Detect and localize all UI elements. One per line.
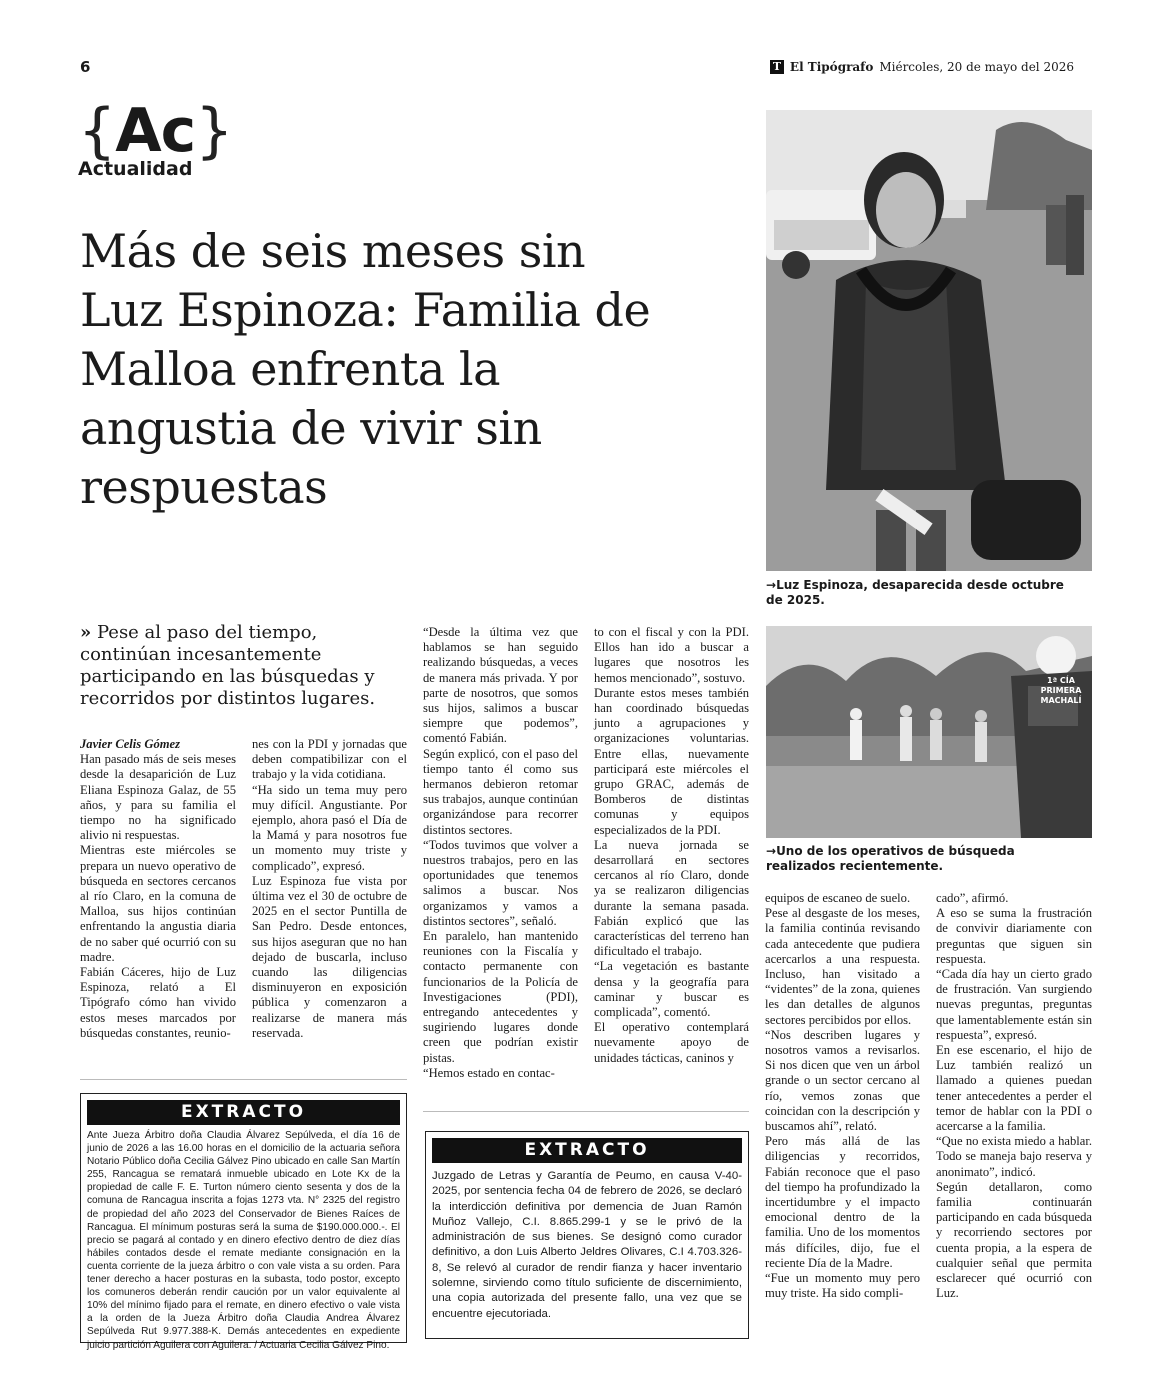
paragraph: “Hemos estado en contac-: [423, 1065, 555, 1080]
paragraph: “Todos tuvimos que volver a nuestros trabajos, pero en las oportunidades que tenemos salimos a buscar. Nos organizamos y vamos a distintos sectores”, señaló.: [423, 837, 578, 928]
newspaper-logo-icon: T: [770, 60, 784, 74]
main-photo-caption: [766, 578, 1076, 608]
extracto-body: Juzgado de Letras y Garantía de Peumo, en causa V-40-2025, por sentencia fecha 04 de febrero de 2026, se declaró la interdicción definitiva por demencia de Juan Ramón Muñoz Vallejo, C.I. 8.865.299-1 y se le privó de la administración de sus bienes. Se designó como curador definitivo, a don Luis Alberto Jeldres Olivares, C.I 4.703.326-8, Se relevó al curador de rendir fianza y hacer inventario solemne, sirviendo como título suficiente de discernimiento, una copia autorizada del presente fallo, una vez que se encuentre ejecutoriada.: [432, 1170, 742, 1320]
article-column-5: [765, 891, 920, 1301]
paragraph: to con el fiscal y con la PDI. Ellos han ido a buscar a lugares que nosotros les hemos mencionado”, sostuvo.: [594, 625, 749, 685]
paragraph: Según explicó, con el paso del tiempo tanto él como sus hermanos debieron retomar sus trabajos, aunque continúan organizándose para recorrer distintos sectores.: [423, 746, 578, 837]
article-column-6: [936, 891, 1092, 1301]
caption-text: Uno de los operativos de búsqueda realizados recientemente.: [766, 844, 1015, 873]
paragraph: “Nos describen lugares y nosotros vamos a revisarlos. Si nos dicen que ven un árbol grande o un sector cercano al río, vemos zonas que coincidan con la descripción y buscamos ahí”, relató.: [765, 1027, 920, 1134]
page-number: 6: [80, 58, 91, 76]
caption-arrow-icon: →: [766, 578, 777, 592]
newspaper-name: El Tipógrafo: [789, 60, 874, 74]
paragraph: Según detallaron, como familia continuarán participando en cada búsqueda y recorriendo sectores por cuenta propia, a la espera de cualquier señal que permita esclarecer qué ocurrió con Luz.: [936, 1179, 1092, 1301]
byline: Javier Celis Gómez: [80, 737, 181, 751]
section-name: Actualidad: [78, 158, 193, 180]
paragraph: En paralelo, han mantenido reuniones con la Fiscalía y contacto permanente con funcionarios de la Policía de Investigaciones (PDI), entregando antecedentes y sugiriendo lugares donde creen que podrían existir pistas.: [423, 929, 578, 1065]
paragraph: cado”, afirmó.: [936, 891, 1009, 905]
jacket-text-1: 1ª CÍA: [1047, 676, 1075, 685]
caption-text: Luz Espinoza, desaparecida desde octubre de 2025.: [766, 578, 1064, 607]
paragraph: Han pasado más de seis meses desde la desaparición de Luz Eliana Espinoza Galaz, de 55 años, y para su familia el tiempo no ha significado alivio ni respuestas.: [80, 752, 236, 843]
paragraph: “Cada día hay un cierto grado de frustración. Van surgiendo nuevas preguntas, preguntas que lamentablemente están sin respuesta”, expresó.: [936, 967, 1092, 1042]
extracto-title: EXTRACTO: [432, 1138, 742, 1163]
paragraph: En ese escenario, el hijo de Luz también realizó un llamado a quienes puedan tener antecedentes a perder el temor de hablar con la PDI o acercarse a la familia.: [936, 1043, 1092, 1134]
brace-open: {: [78, 96, 116, 166]
paragraph: El operativo contemplará nuevamente apoyo de unidades tácticas, caninos y: [594, 1020, 749, 1065]
lede-text: Pese al paso del tiempo, continúan incesantemente participando en las búsquedas y recorridos por distintos lugares.: [80, 622, 376, 709]
masthead: [770, 60, 1074, 74]
lede: [80, 622, 410, 710]
search-photo-caption: [766, 844, 1076, 874]
paragraph: “Fue un momento muy pero muy triste. Ha sido compli-: [765, 1271, 920, 1301]
paragraph: Durante estos meses también han coordinado búsquedas junto a agrupaciones y organizaciones voluntarias. Entre ellas, nuevamente participará este miércoles el grupo GRAC, además de Bomberos de distintas comunas y equipos especializados de la PDI.: [594, 685, 749, 837]
article-column-4: [594, 625, 749, 1066]
paragraph: Pero más allá de las diligencias y recorridos, Fabián reconoce que el paso del tiempo ha profundizado la incertidumbre y el impacto emocional dentro de la familia. Uno de los momentos más difíciles, dijo, fue el reciente Día de la Madre.: [765, 1134, 920, 1270]
paragraph: Pese al desgaste de los meses, la familia continúa revisando cada antecedente que pudiera acercarlos a una respuesta. Incluso, han visitado a “videntes” de la zona, quienes les dan detalles de algunos sectores percibidos por ellos.: [765, 906, 920, 1027]
extracto-body: Ante Jueza Árbitro doña Claudia Álvarez Sepúlveda, el día 16 de junio de 2026 a las 16.00 horas en el domicilio de la actuaria señora Notario Público doña Cecilia Gálvez Pino ubicado en calle San Martín 255, Rancagua se rematará inmueble ubicado en Lote Kx de la propiedad de calle F. E. Turton número ciento sesenta y dos de la comuna de Rancagua inscrita a fojas 1273 vta. N° 2325 del registro de propiedad del año 2023 del Conservador de Bienes Raíces de Rancagua. El mínimum posturas será la suma de $190.000.000.-. El precio se pagará al contado y en dinero efectivo dentro de diez días hábiles contados desde el remate mediante consignación en la cuenta corriente de la jueza árbitro o con vale vista a su orden. Para tener derecho a hacer posturas en la subasta, todo postor, excepto los comuneros deberán rendir caución por un valor equivalente al 10% del mínimo fijado para el remate, en dinero efectivo o vale vista a la orden de la Jueza Árbitro doña Claudia Andrea Álvarez Sepúlveda Rut 9.977.388-K. Demás antecedentes en expediente juicio partición Aguilera con Aguilera. / Actuaria Cecilia Gálvez Pino.: [87, 1130, 400, 1351]
jacket-text-2: PRIMERA: [1040, 686, 1082, 695]
paragraph: nes con la PDI y jornadas que deben compatibilizar con el trabajo y la vida cotidiana.: [252, 737, 407, 782]
headline: Más de seis meses sin Luz Espinoza: Familia de Malloa enfrenta la angustia de vivir sin respuestas: [80, 224, 651, 514]
lede-marker-icon: »: [80, 622, 92, 643]
search-operation-photo: [766, 626, 1092, 838]
paragraph: Luz Espinoza fue vista por última vez el 30 de octubre de 2025 en el sector Puntilla de San Pedro. Desde entonces, sus hijos aseguran que no han dejado de buscarla, incluso cuando las diligencias disminuyeron en exposición pública y comenzaron a realizarse de manera más reservada.: [252, 873, 407, 1040]
jacket-lettering: [1034, 676, 1088, 706]
caption-arrow-icon: →: [766, 844, 777, 858]
paragraph: Fabián Cáceres, hijo de Luz Espinoza, relató a El Tipógrafo cómo han vivido estos meses marcados por búsquedas constantes, reunio-: [80, 965, 236, 1040]
brace-close: }: [195, 96, 233, 166]
extracto-title: EXTRACTO: [87, 1100, 400, 1125]
main-photo: [766, 110, 1092, 571]
article-column-1: [80, 737, 236, 1041]
paragraph: “La vegetación es bastante densa y la geografía para caminar y buscar es complicada”, comentó.: [594, 959, 749, 1020]
extracto-notice-2: [425, 1131, 749, 1339]
paragraph: La nueva jornada se desarrollará en sectores cercanos al río Claro, donde ya se realizaron diligencias durante la semana pasada. Fabián explicó que las características del terreno han dificultado el trabajo.: [594, 837, 749, 959]
section-code: Ac: [115, 96, 196, 166]
paragraph: Mientras este miércoles se prepara un nuevo operativo de búsqueda en sectores cercanos al río Claro, en la comuna de Malloa, sus hijos continúan enfrentando la angustia diaria de no saber qué ocurrió con su madre.: [80, 843, 236, 964]
divider: [80, 1079, 407, 1080]
paragraph: A eso se suma la frustración de convivir diariamente con preguntas que siguen sin respuesta.: [936, 906, 1092, 966]
extracto-notice-1: [80, 1093, 407, 1351]
section-mark: [78, 96, 233, 180]
paragraph: “Desde la última vez que hablamos se han seguido realizando búsquedas, a veces de manera más privada. Y por parte de nosotros, que somos sus hijos, salimos a buscar siempre que podemos”, comentó Fabián.: [423, 625, 578, 746]
search-photo-illustration: [766, 626, 1092, 838]
divider: [423, 1111, 749, 1112]
issue-date: Miércoles, 20 de mayo del 2026: [879, 60, 1074, 74]
main-photo-illustration: [766, 110, 1092, 571]
article-column-3: [423, 625, 578, 1081]
paragraph: “Que no exista miedo a hablar. Todo se maneja bajo reserva y anonimato”, indicó.: [936, 1134, 1092, 1179]
paragraph: equipos de escaneo de suelo.: [765, 891, 911, 905]
article-column-2: [252, 737, 407, 1041]
paragraph: “Ha sido un tema muy pero muy difícil. Angustiante. Por ejemplo, ahora pasó el Día de la Mamá y para nosotros fue un momento muy triste y complicado”, expresó.: [252, 782, 407, 873]
jacket-text-3: MACHALÍ: [1040, 696, 1082, 705]
